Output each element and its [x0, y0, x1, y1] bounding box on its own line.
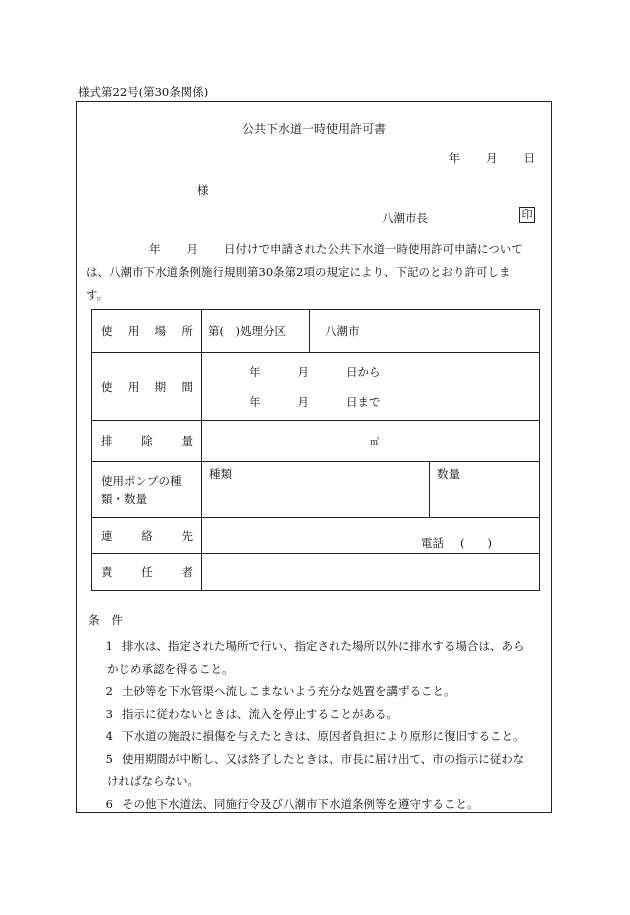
condition-item: 4 下水道の施設に損傷を与えたときは、原因者負担により原形に復旧すること。 [105, 729, 525, 743]
period-field[interactable]: 年 月 日から 年 月 日まで [202, 353, 540, 421]
label-location: 使 用 場 所 [92, 310, 202, 353]
issue-date [449, 150, 536, 166]
issuer-name: 八潮市長 [382, 211, 428, 225]
condition-item: 1 排水は、指定された場所で行い、指定された場所以外に排水する場合は、あら [105, 639, 525, 653]
pump-type: 種類 [202, 462, 430, 517]
intro-year: 年 [149, 242, 161, 256]
row-location [92, 310, 540, 353]
condition-continuation: かじめ承認を得ること。 [107, 661, 234, 676]
intro-line1: 日付けで申請された公共下水道一時使用許可申請について [224, 242, 523, 256]
date-year: 年 [448, 151, 460, 165]
row-pump [92, 462, 540, 518]
phone-label: 電話 [421, 536, 444, 550]
pump-field[interactable] [202, 462, 540, 518]
row-responsible [92, 554, 540, 591]
seal-mark: 印 [519, 207, 535, 223]
row-discharge [92, 421, 540, 462]
intro-month: 月 [186, 242, 198, 256]
form-number: 様式第22号(第30条関係) [78, 85, 209, 99]
period-until: 日まで [346, 394, 381, 409]
condition-item: 5 使用期間が中断し、又は終了したときは、市長に届け出て、市の指示に従わな [105, 751, 525, 766]
date-month: 月 [486, 151, 498, 165]
label-period: 使 用 期 間 [92, 353, 202, 421]
discharge-unit[interactable]: ㎥ [202, 421, 540, 462]
condition-item: 3 指示に従わないときは、流入を停止することがある。 [105, 706, 398, 721]
responsible-field[interactable] [202, 554, 540, 591]
contact-field[interactable] [202, 518, 540, 554]
permit-table [91, 309, 540, 591]
document-title: 公共下水道一時使用許可書 [241, 122, 386, 136]
label-pump: 使用ポンプの種 類・数量 [92, 462, 202, 518]
phone-paren: ( ) [460, 536, 492, 550]
condition-continuation: ければならない。 [107, 774, 199, 788]
row-period [92, 353, 540, 421]
label-responsible: 責 任 者 [92, 554, 202, 591]
date-day: 日 [523, 151, 535, 165]
addressee-suffix: 様 [197, 183, 209, 197]
intro-line2: は、八潮市下水道条例施行規則第30条第2項の規定により、下記のとおり許可しま [86, 265, 511, 279]
intro-line3: す。 [86, 288, 109, 302]
conditions-heading: 条件 [88, 613, 135, 627]
label-contact: 連 絡 先 [92, 518, 202, 554]
label-discharge: 排 除 量 [92, 421, 202, 462]
pump-count: 数量 [437, 467, 460, 481]
permit-frame [76, 101, 552, 813]
condition-item: 2 土砂等を下水管渠へ流しこまないよう充分な処置を講ずること。 [105, 684, 456, 698]
location-district[interactable]: 第( )処理分区 [202, 310, 310, 353]
conditions-list [85, 635, 547, 815]
period-from: 日から [346, 364, 381, 379]
row-contact [92, 518, 540, 554]
condition-item: 6 その他下水道法、同施行令及び八潮市下水道条例等を遵守すること。 [105, 796, 479, 811]
intro-paragraph [86, 238, 542, 307]
location-city[interactable]: 八潮市 [310, 310, 540, 353]
